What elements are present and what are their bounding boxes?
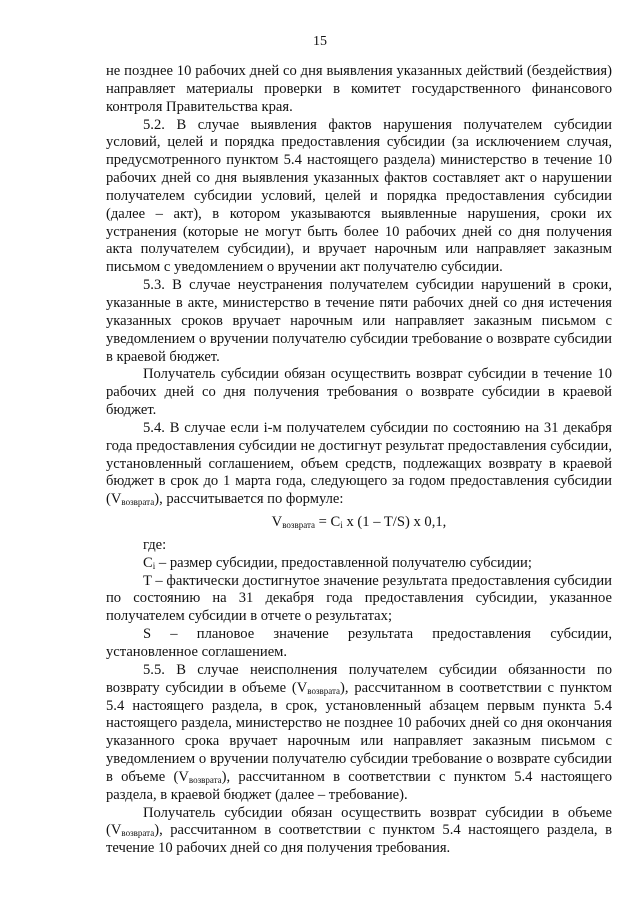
where-label: где: (143, 536, 167, 553)
definition-c-symbol: C (143, 554, 153, 571)
subscript-vozvrata: возврата (121, 828, 155, 839)
paragraph-5-5-text-a: 5.5. В случае неисполнения получателем субсидии обязанности по возврату субсидии в объеме (V (106, 661, 612, 696)
formula-equals-c: = C (315, 514, 341, 531)
paragraph-5-3-obligation: Получатель субсидии обязан осуществить возврат субсидии в течение 10 рабочих дней со дня получения требования о возврате субсидии в краевой бюджет. (106, 366, 612, 419)
formula-rest: x (1 – T/S) x 0,1, (342, 514, 447, 531)
formula (106, 514, 612, 532)
paragraph-obligation-text-b: ), рассчитанном в соответствии с пунктом 5.4 настоящего раздела, в течение 10 рабочих дней со дня получения требования. (106, 822, 612, 857)
paragraph-5-3: 5.3. В случае неустранения получателем субсидии нарушений в сроки, указанные в акте, министерство в течение пяти рабочих дней со дня истечения указанных сроков вручает нарочным или направляет заказным письмом с уведомлением о вручении получателю субсидии требование о возврате субсидии в краевой бюджет. (106, 277, 612, 365)
formula-v: V (271, 514, 283, 531)
paragraph-obligation-text-a: Получатель субсидии обязан осуществить возврат субсидии в объеме (V (106, 804, 612, 839)
definition-c-subscript: i (152, 560, 156, 571)
definition-c-text: – размер субсидии, предоставленной получателю субсидии; (155, 554, 532, 571)
definition-s: S – плановое значение результата предоставления субсидии, установленное соглашением. (106, 626, 612, 660)
paragraph-5-5-text-b: ), рассчитанном в соответствии с пунктом 5.4 настоящего раздела, в срок, установленный абзацем первым пункта 5.4 настоящего раздела, министерство не позднее 10 рабочих дней со дня окончания указанного срока вручает нарочным или направляет заказным письмом с уведомлением о вручении получателю субсидии требование о возврате субсидии в объеме (V (106, 679, 612, 785)
paragraph-continuation: не позднее 10 рабочих дней со дня выявления указанных действий (бездействия) направляет материалы проверки в комитет государственного финансового контроля Правительства края. (106, 63, 612, 115)
subscript-vozvrata: возврата (188, 774, 222, 785)
subscript-vozvrata: возврата (121, 497, 155, 508)
paragraph-5-4 (106, 420, 612, 509)
definition-t: T – фактически достигнутое значение результата предоставления субсидии по состоянию на 31 декабря года предоставления субсидии, указанное получателем субсидии в отчете о результатах; (106, 572, 612, 625)
paragraph-5-2: 5.2. В случае выявления фактов нарушения получателем субсидии условий, целей и порядка предоставления субсидии (за исключением случая, предусмотренного пунктом 5.4 настоящего раздела) министерство в течение 10 рабочих дней со дня выявления указанных фактов составляет акт о нарушении получателем субсидии условий, целей и порядка предоставления субсидии (далее – акт), в котором указываются выявленные нарушения, сроки их устранения (которые не могут быть более 10 рабочих дней со дня получения акта получателем субсидии), и вручает нарочным или направляет заказным письмом с уведомлением о вручении акт получателю субсидии. (106, 116, 612, 276)
paragraph-5-5 (106, 662, 612, 805)
subscript-vozvrata: возврата (307, 685, 341, 696)
paragraph-5-5-obligation (106, 805, 612, 859)
definition-c (106, 555, 612, 573)
formula-c-subscript: i (340, 520, 343, 531)
document-body (106, 63, 612, 858)
paragraph-5-4-text-b: ), рассчитывается по формуле: (154, 491, 344, 508)
page-number: 15 (313, 34, 327, 49)
paragraph-5-5-text-c: ), рассчитанном в соответствии с пунктом 5.4 настоящего раздела, в краевой бюджет (далее – требование). (106, 768, 612, 803)
formula-v-subscript: возврата (282, 520, 316, 531)
paragraph-5-4-text-a: 5.4. В случае если i-м получателем субсидии по состоянию на 31 декабря года предоставления субсидии не достигнут результат предоставления субсидии, установленный соглашением, объем средств, подлежащих возврату в краевой бюджет в срок до 1 марта года, следующего за годом предоставления субсидии (V (106, 419, 612, 508)
